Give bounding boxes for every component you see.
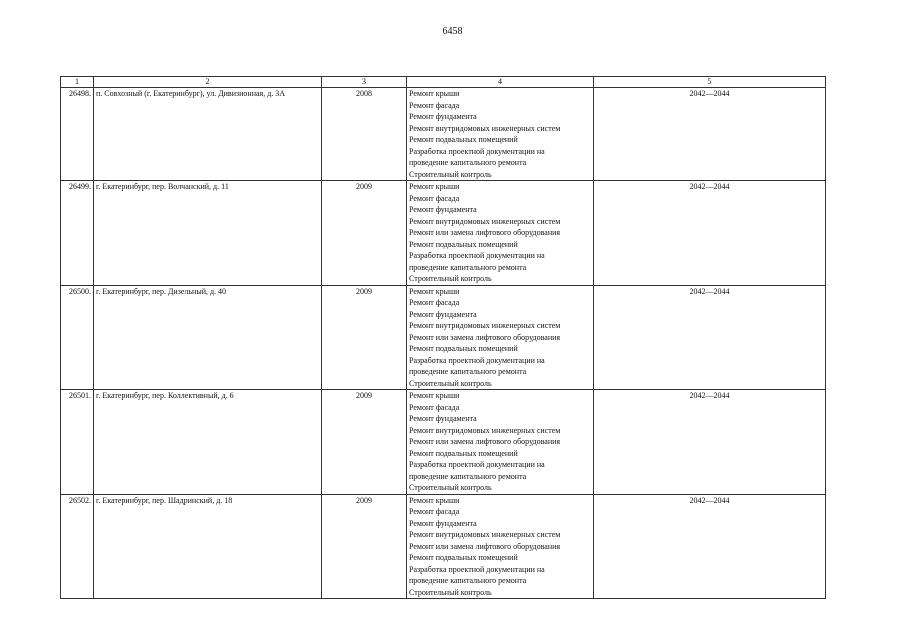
work-item: Ремонт фундамента: [409, 112, 477, 121]
table-row: [61, 88, 826, 181]
work-item: Ремонт подвальных помещений: [409, 448, 518, 458]
work-item: Разработка проектной документации на: [409, 460, 545, 469]
period-cell: 2042—2044: [594, 390, 826, 495]
work-item: проведение капитального ремонта: [409, 471, 527, 481]
work-item: Ремонт внутридомовых инженерных систем: [409, 425, 561, 435]
work-item: Ремонт фундамента: [409, 518, 477, 528]
works-cell: [407, 181, 594, 286]
work-item: Ремонт внутридомовых инженерных систем: [409, 530, 561, 539]
work-item: проведение капитального ремонта: [409, 576, 527, 585]
year-cell: 2009: [322, 494, 407, 599]
year-cell: 2009: [322, 285, 407, 390]
year-cell: 2008: [322, 88, 407, 181]
work-item: Ремонт фасада: [409, 298, 460, 307]
work-item: Ремонт или замена лифтового оборудования: [409, 228, 561, 237]
work-item: Ремонт подвальных помещений: [409, 344, 518, 353]
address-cell: г. Екатеринбург, пер. Шадринский, д. 18: [94, 494, 322, 599]
address-cell: г. Екатеринбург, пер. Дизельный, д. 40: [94, 285, 322, 390]
work-item: Ремонт внутридомовых инженерных систем: [409, 216, 561, 226]
row-number-cell: 26502.: [61, 494, 94, 599]
work-item: Строительный контроль: [409, 274, 492, 283]
work-item: Ремонт крыши: [409, 182, 460, 191]
table-row: [61, 390, 826, 495]
period-cell: 2042—2044: [594, 181, 826, 286]
table-body: [61, 88, 826, 599]
work-item: Строительный контроль: [409, 587, 492, 597]
work-item: Ремонт крыши: [409, 286, 460, 296]
work-item: Ремонт внутридомовых инженерных систем: [409, 321, 561, 330]
header-cell-4: 4: [407, 77, 594, 88]
work-item: Строительный контроль: [409, 483, 492, 492]
work-item: Строительный контроль: [409, 378, 492, 388]
table-row: [61, 494, 826, 599]
work-item: Ремонт фасада: [409, 402, 460, 412]
work-item: Ремонт фасада: [409, 100, 460, 110]
year-cell: 2009: [322, 390, 407, 495]
page-number: 6458: [442, 26, 463, 37]
header-cell-5: 5: [594, 77, 826, 88]
row-number-cell: 26500.: [61, 285, 94, 390]
work-item: Ремонт или замена лифтового оборудования: [409, 332, 561, 342]
work-item: Ремонт фундамента: [409, 309, 477, 319]
work-item: Ремонт фундамента: [409, 414, 477, 423]
period-cell: 2042—2044: [594, 285, 826, 390]
work-item: Разработка проектной документации на: [409, 564, 545, 574]
work-item: Ремонт крыши: [409, 89, 460, 98]
work-item: Ремонт крыши: [409, 391, 460, 400]
work-item: Ремонт подвальных помещений: [409, 239, 518, 249]
work-item: Строительный контроль: [409, 169, 492, 179]
work-item: Ремонт фасада: [409, 507, 460, 516]
work-item: Ремонт фундамента: [409, 205, 477, 214]
row-number-cell: 26498.: [61, 88, 94, 181]
works-cell: [407, 390, 594, 495]
work-item: Ремонт внутридомовых инженерных систем: [409, 123, 561, 133]
work-item: проведение капитального ремонта: [409, 367, 527, 376]
table-row: [61, 285, 826, 390]
header-row: [61, 77, 826, 88]
period-cell: 2042—2044: [594, 88, 826, 181]
works-cell: [407, 88, 594, 181]
works-cell: [407, 285, 594, 390]
repair-schedule-table: [60, 76, 826, 599]
work-item: Ремонт подвальных помещений: [409, 553, 518, 562]
header-cell-3: 3: [322, 77, 407, 88]
work-item: Ремонт подвальных помещений: [409, 135, 518, 144]
year-cell: 2009: [322, 181, 407, 286]
works-cell: [407, 494, 594, 599]
address-cell: п. Совхозный (г. Екатеринбург), ул. Дивизионная, д. 3А: [94, 88, 322, 181]
work-item: Разработка проектной документации на: [409, 146, 545, 156]
table-row: [61, 181, 826, 286]
work-item: Разработка проектной документации на: [409, 251, 545, 260]
period-cell: 2042—2044: [594, 494, 826, 599]
work-item: Ремонт фасада: [409, 193, 460, 203]
work-item: Ремонт или замена лифтового оборудования: [409, 437, 561, 446]
work-item: Ремонт крыши: [409, 495, 460, 505]
address-cell: г. Екатеринбург, пер. Волчанский, д. 11: [94, 181, 322, 286]
work-item: проведение капитального ремонта: [409, 262, 527, 272]
address-cell: г. Екатеринбург, пер. Коллективный, д. 6: [94, 390, 322, 495]
header-cell-2: 2: [94, 77, 322, 88]
row-number-cell: 26501.: [61, 390, 94, 495]
header-cell-1: 1: [61, 77, 94, 88]
work-item: Ремонт или замена лифтового оборудования: [409, 541, 561, 551]
work-item: Разработка проектной документации на: [409, 355, 545, 365]
row-number-cell: 26499.: [61, 181, 94, 286]
work-item: проведение капитального ремонта: [409, 158, 527, 167]
